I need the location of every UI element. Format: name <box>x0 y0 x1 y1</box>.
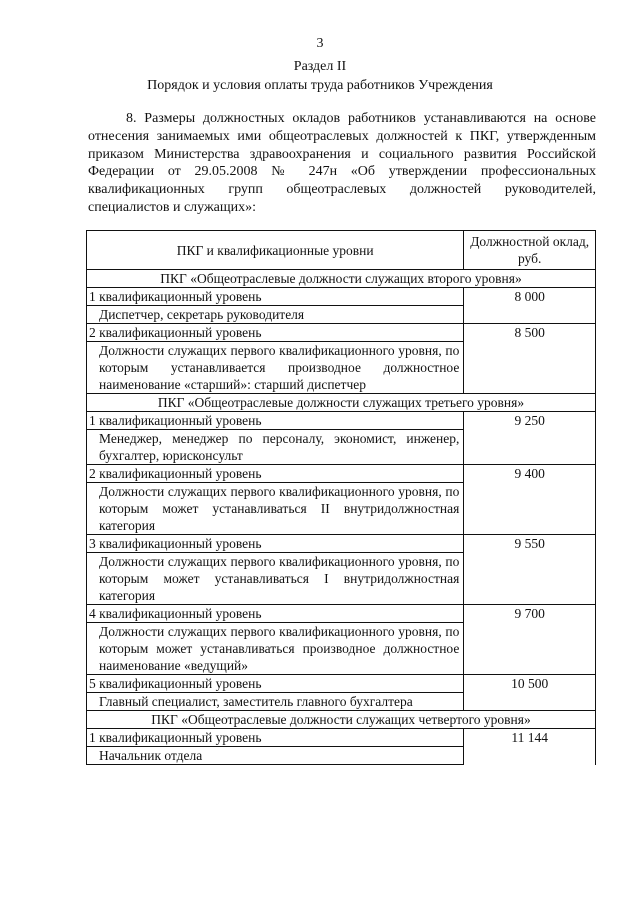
group-title: ПКГ «Общеотраслевые должности служащих третьего уровня» <box>87 394 596 412</box>
salary-value: 9 400 <box>464 465 596 535</box>
section-subtitle: Порядок и условия оплаты труда работников Учреждения <box>147 78 493 93</box>
position-description: Менеджер, менеджер по персоналу, экономист, инженер, бухгалтер, юрисконсульт <box>87 430 464 465</box>
group-title: ПКГ «Общеотраслевые должности служащих четвертого уровня» <box>87 711 596 729</box>
level-label: 2 квалификационный уровень <box>87 465 464 483</box>
table-row <box>87 729 596 747</box>
position-description: Главный специалист, заместитель главного бухгалтера <box>87 693 464 711</box>
position-description: Должности служащих первого квалификационного уровня, по которым может устанавливаться II внутридолжностная категория <box>87 483 464 535</box>
table-row <box>87 605 596 623</box>
salary-value: 11 144 <box>464 729 596 765</box>
salary-value: 9 700 <box>464 605 596 675</box>
salary-value: 8 500 <box>464 324 596 394</box>
salary-value: 9 550 <box>464 535 596 605</box>
group-row <box>87 270 596 288</box>
table-row <box>87 412 596 430</box>
salary-value: 9 250 <box>464 412 596 465</box>
level-label: 1 квалификационный уровень <box>87 729 464 747</box>
level-label: 5 квалификационный уровень <box>87 675 464 693</box>
salary-value: 10 500 <box>464 675 596 711</box>
group-title: ПКГ «Общеотраслевые должности служащих второго уровня» <box>87 270 596 288</box>
table-body <box>87 270 596 765</box>
paragraph-8: 8. Размеры должностных окладов работников устанавливаются на основе отнесения занимаемых ими общеотраслевых должностей к ПКГ, утвержденным приказом Министерства здравоохранения и социального развития Российской Федерации от 29.05.2008 № 247н «Об утверждении профессиональных квалификационных групп общеотраслевых должностей руководителей, специалистов и служащих»: <box>88 111 596 215</box>
level-label: 2 квалификационный уровень <box>87 324 464 342</box>
position-description: Диспетчер, секретарь руководителя <box>87 306 464 324</box>
position-description: Должности служащих первого квалификационного уровня, по которым устанавливается производное должностное наименование «старший»: старший диспетчер <box>87 342 464 394</box>
position-description: Должности служащих первого квалификационного уровня, по которым может устанавливаться I внутридолжностная категория <box>87 553 464 605</box>
table-row <box>87 324 596 342</box>
group-row <box>87 394 596 412</box>
table-row <box>87 675 596 693</box>
level-label: 1 квалификационный уровень <box>87 412 464 430</box>
level-label: 1 квалификационный уровень <box>87 288 464 306</box>
section-title: Раздел II <box>293 59 347 74</box>
salary-value: 8 000 <box>464 288 596 324</box>
table-row <box>87 535 596 553</box>
position-description: Должности служащих первого квалификационного уровня, по которым может устанавливаться производное должностное наименование «ведущий» <box>87 623 464 675</box>
level-label: 4 квалификационный уровень <box>87 605 464 623</box>
level-label: 3 квалификационный уровень <box>87 535 464 553</box>
header-name: ПКГ и квалификационные уровни <box>87 231 464 270</box>
salary-table <box>86 230 596 765</box>
position-description: Начальник отдела <box>87 747 464 765</box>
header-salary: Должностной оклад, руб. <box>464 231 596 270</box>
page-number: 3 <box>316 36 324 51</box>
table-header-row <box>87 231 596 270</box>
table-row <box>87 288 596 306</box>
table-row <box>87 465 596 483</box>
group-row <box>87 711 596 729</box>
